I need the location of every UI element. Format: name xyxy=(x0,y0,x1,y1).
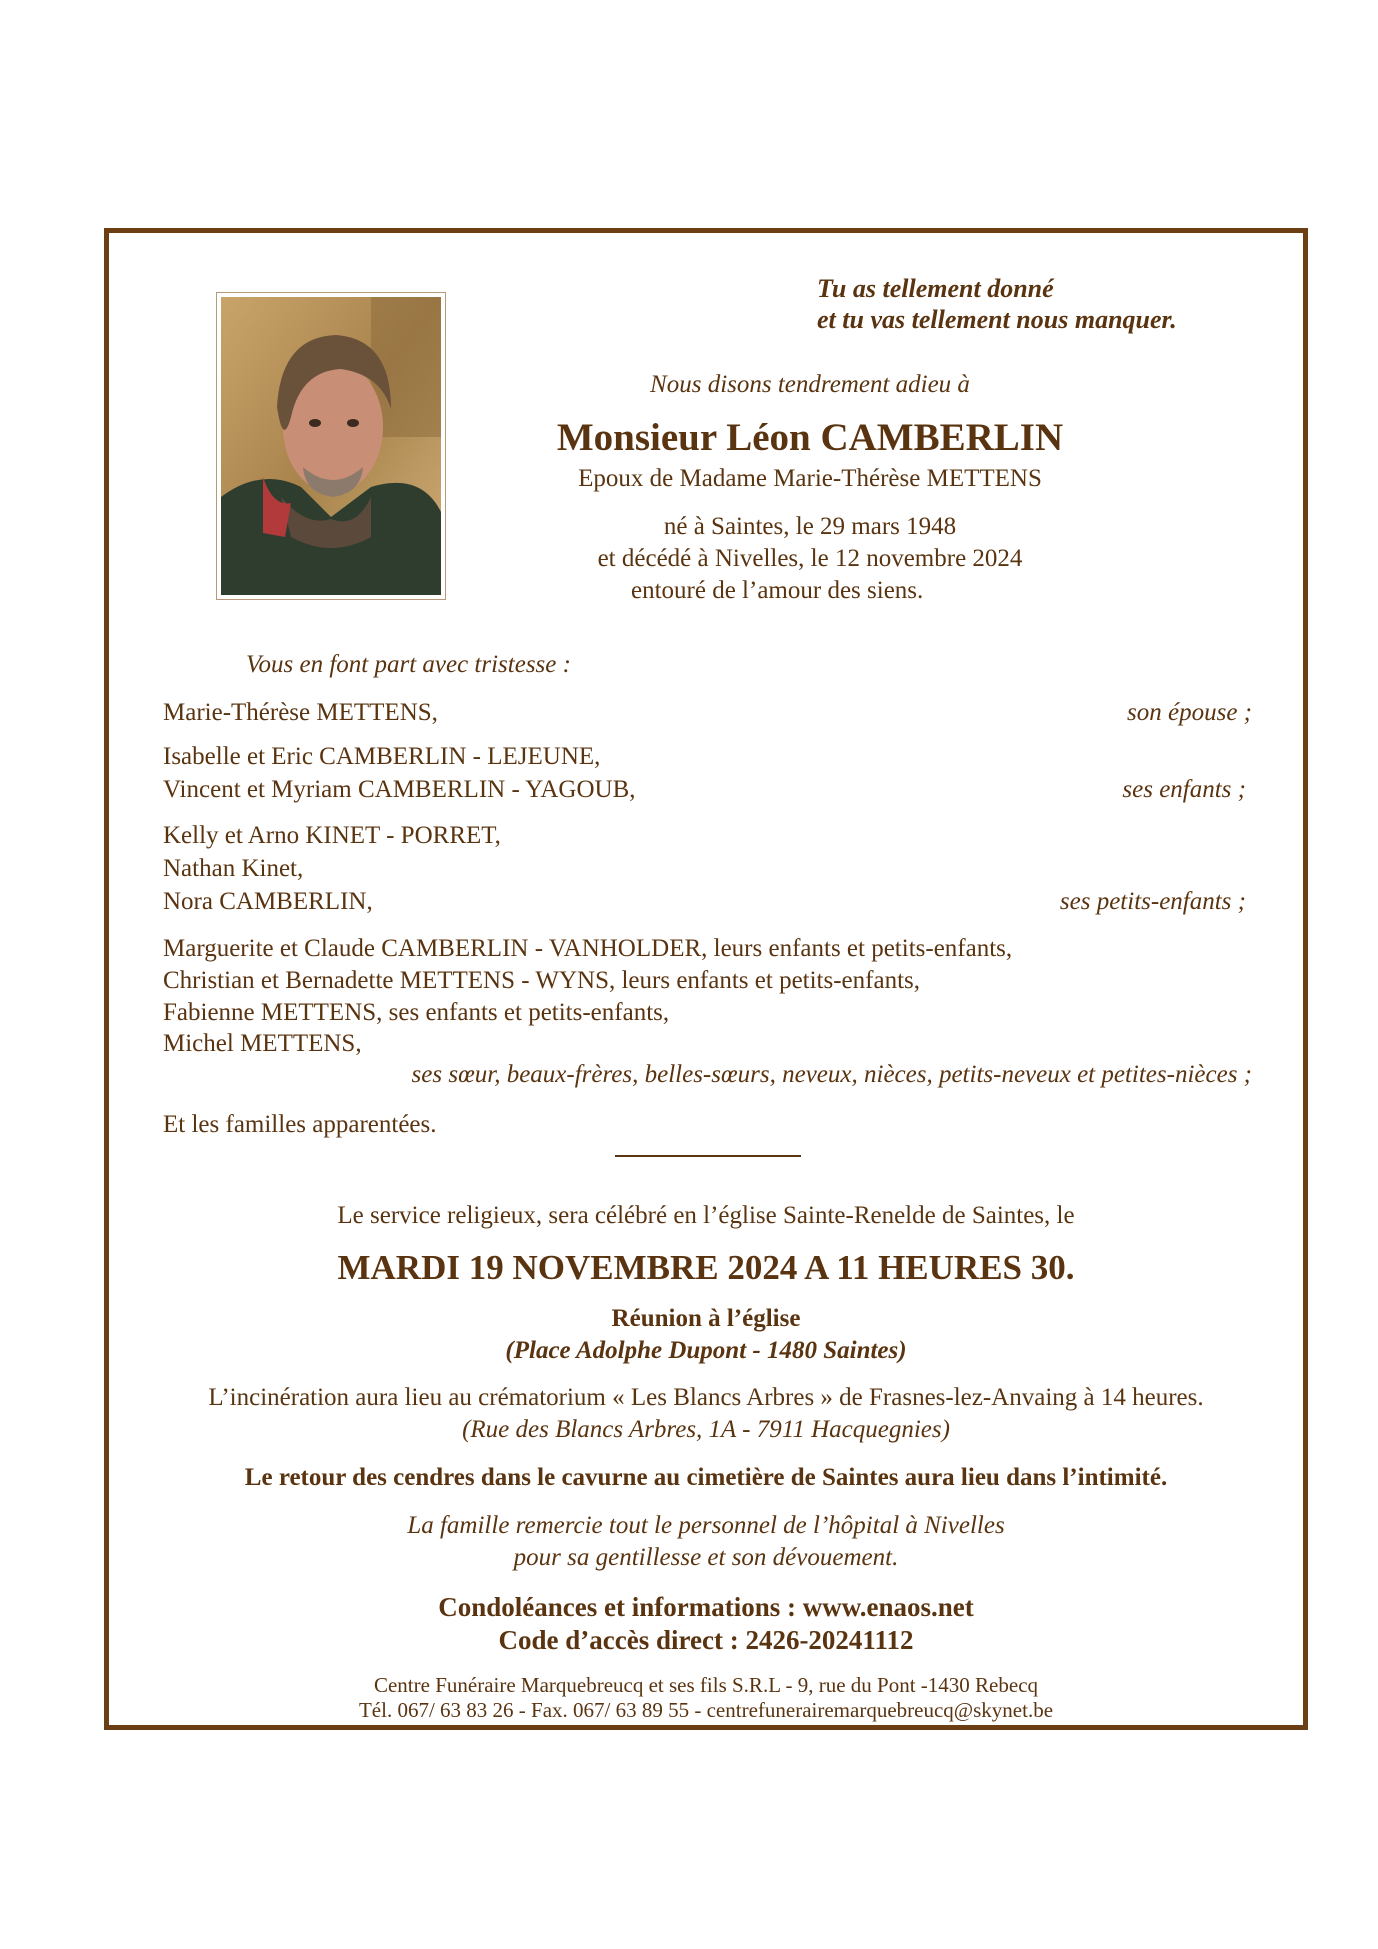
thanks-line-1: La famille remercie tout le personnel de l’hôpital à Nivelles xyxy=(407,1512,1005,1539)
sibling-line-2: Christian et Bernadette METTENS - WYNS, leurs enfants et petits-enfants, xyxy=(163,967,920,994)
spouse-role: son épouse ; xyxy=(1127,699,1252,726)
portrait-photo xyxy=(216,292,446,600)
cremation-line: L’incinération aura lieu au crématorium « Les Blancs Arbres » de Frasnes-lez-Anvaing à 14 heures. xyxy=(208,1384,1204,1411)
footer-line-2: Tél. 067/ 63 83 26 - Fax. 067/ 63 89 55 - centrefunerairemarquebreucq@skynet.be xyxy=(358,1698,1054,1722)
child-line-1: Isabelle et Eric CAMBERLIN - LEJEUNE, xyxy=(163,743,601,770)
siblings-role: ses sœur, beaux-frères, belles-sœurs, neveux, nièces, petits-neveux et petites-nièces ; xyxy=(411,1061,1252,1088)
condolences-line-2: Code d’accès direct : 2426-20241112 xyxy=(498,1625,914,1655)
ashes-line: Le retour des cendres dans le cavurne au cimetière de Saintes aura lieu dans l’intimité. xyxy=(244,1464,1168,1491)
children-role: ses enfants ; xyxy=(1122,776,1246,803)
footer-line-1: Centre Funéraire Marquebreucq et ses fils S.R.L - 9, rue du Pont -1430 Rebecq xyxy=(373,1673,1039,1697)
spouse-line: Epoux de Madame Marie-Thérèse METTENS xyxy=(578,465,1042,492)
condolences-line-1: Condoléances et informations : www.enaos.net xyxy=(438,1592,974,1622)
announce-line: Vous en font part avec tristesse : xyxy=(246,651,571,678)
quote-line-2: et tu vas tellement nous manquer. xyxy=(817,305,1177,334)
grandchild-line-1: Kelly et Arno KINET - PORRET, xyxy=(163,822,501,849)
grandchildren-role: ses petits-enfants ; xyxy=(1059,888,1246,915)
grandchild-line-3: Nora CAMBERLIN, xyxy=(163,888,373,915)
birth-line: né à Saintes, le 29 mars 1948 xyxy=(663,513,957,540)
deceased-name: Monsieur Léon CAMBERLIN xyxy=(556,416,1064,459)
death-line: et décédé à Nivelles, le 12 novembre 2024 xyxy=(597,545,1023,572)
quote-line-1: Tu as tellement donné xyxy=(817,274,1054,303)
separator-rule xyxy=(615,1155,801,1157)
cremation-address: (Rue des Blancs Arbres, 1A - 7911 Hacquegnies) xyxy=(462,1416,950,1443)
spouse-name: Marie-Thérèse METTENS, xyxy=(163,699,438,726)
child-line-2: Vincent et Myriam CAMBERLIN - YAGOUB, xyxy=(163,776,636,803)
meeting-line: Réunion à l’église xyxy=(611,1305,801,1332)
thanks-line-2: pour sa gentillesse et son dévouement. xyxy=(513,1544,899,1571)
surrounded-line: entouré de l’amour des siens. xyxy=(631,577,924,604)
grandchild-line-2: Nathan Kinet, xyxy=(163,855,304,882)
meeting-address: (Place Adolphe Dupont - 1480 Saintes) xyxy=(505,1337,907,1364)
sibling-line-4: Michel METTENS, xyxy=(163,1030,362,1057)
intro-text: Nous disons tendrement adieu à xyxy=(650,371,970,398)
sibling-line-1: Marguerite et Claude CAMBERLIN - VANHOLDER, leurs enfants et petits-enfants, xyxy=(163,935,1013,962)
service-intro: Le service religieux, sera célébré en l’église Sainte-Renelde de Saintes, le xyxy=(337,1202,1075,1229)
service-date: MARDI 19 NOVEMBRE 2024 A 11 HEURES 30. xyxy=(337,1248,1075,1287)
sibling-line-3: Fabienne METTENS, ses enfants et petits-enfants, xyxy=(163,999,670,1026)
other-families: Et les familles apparentées. xyxy=(163,1111,437,1138)
